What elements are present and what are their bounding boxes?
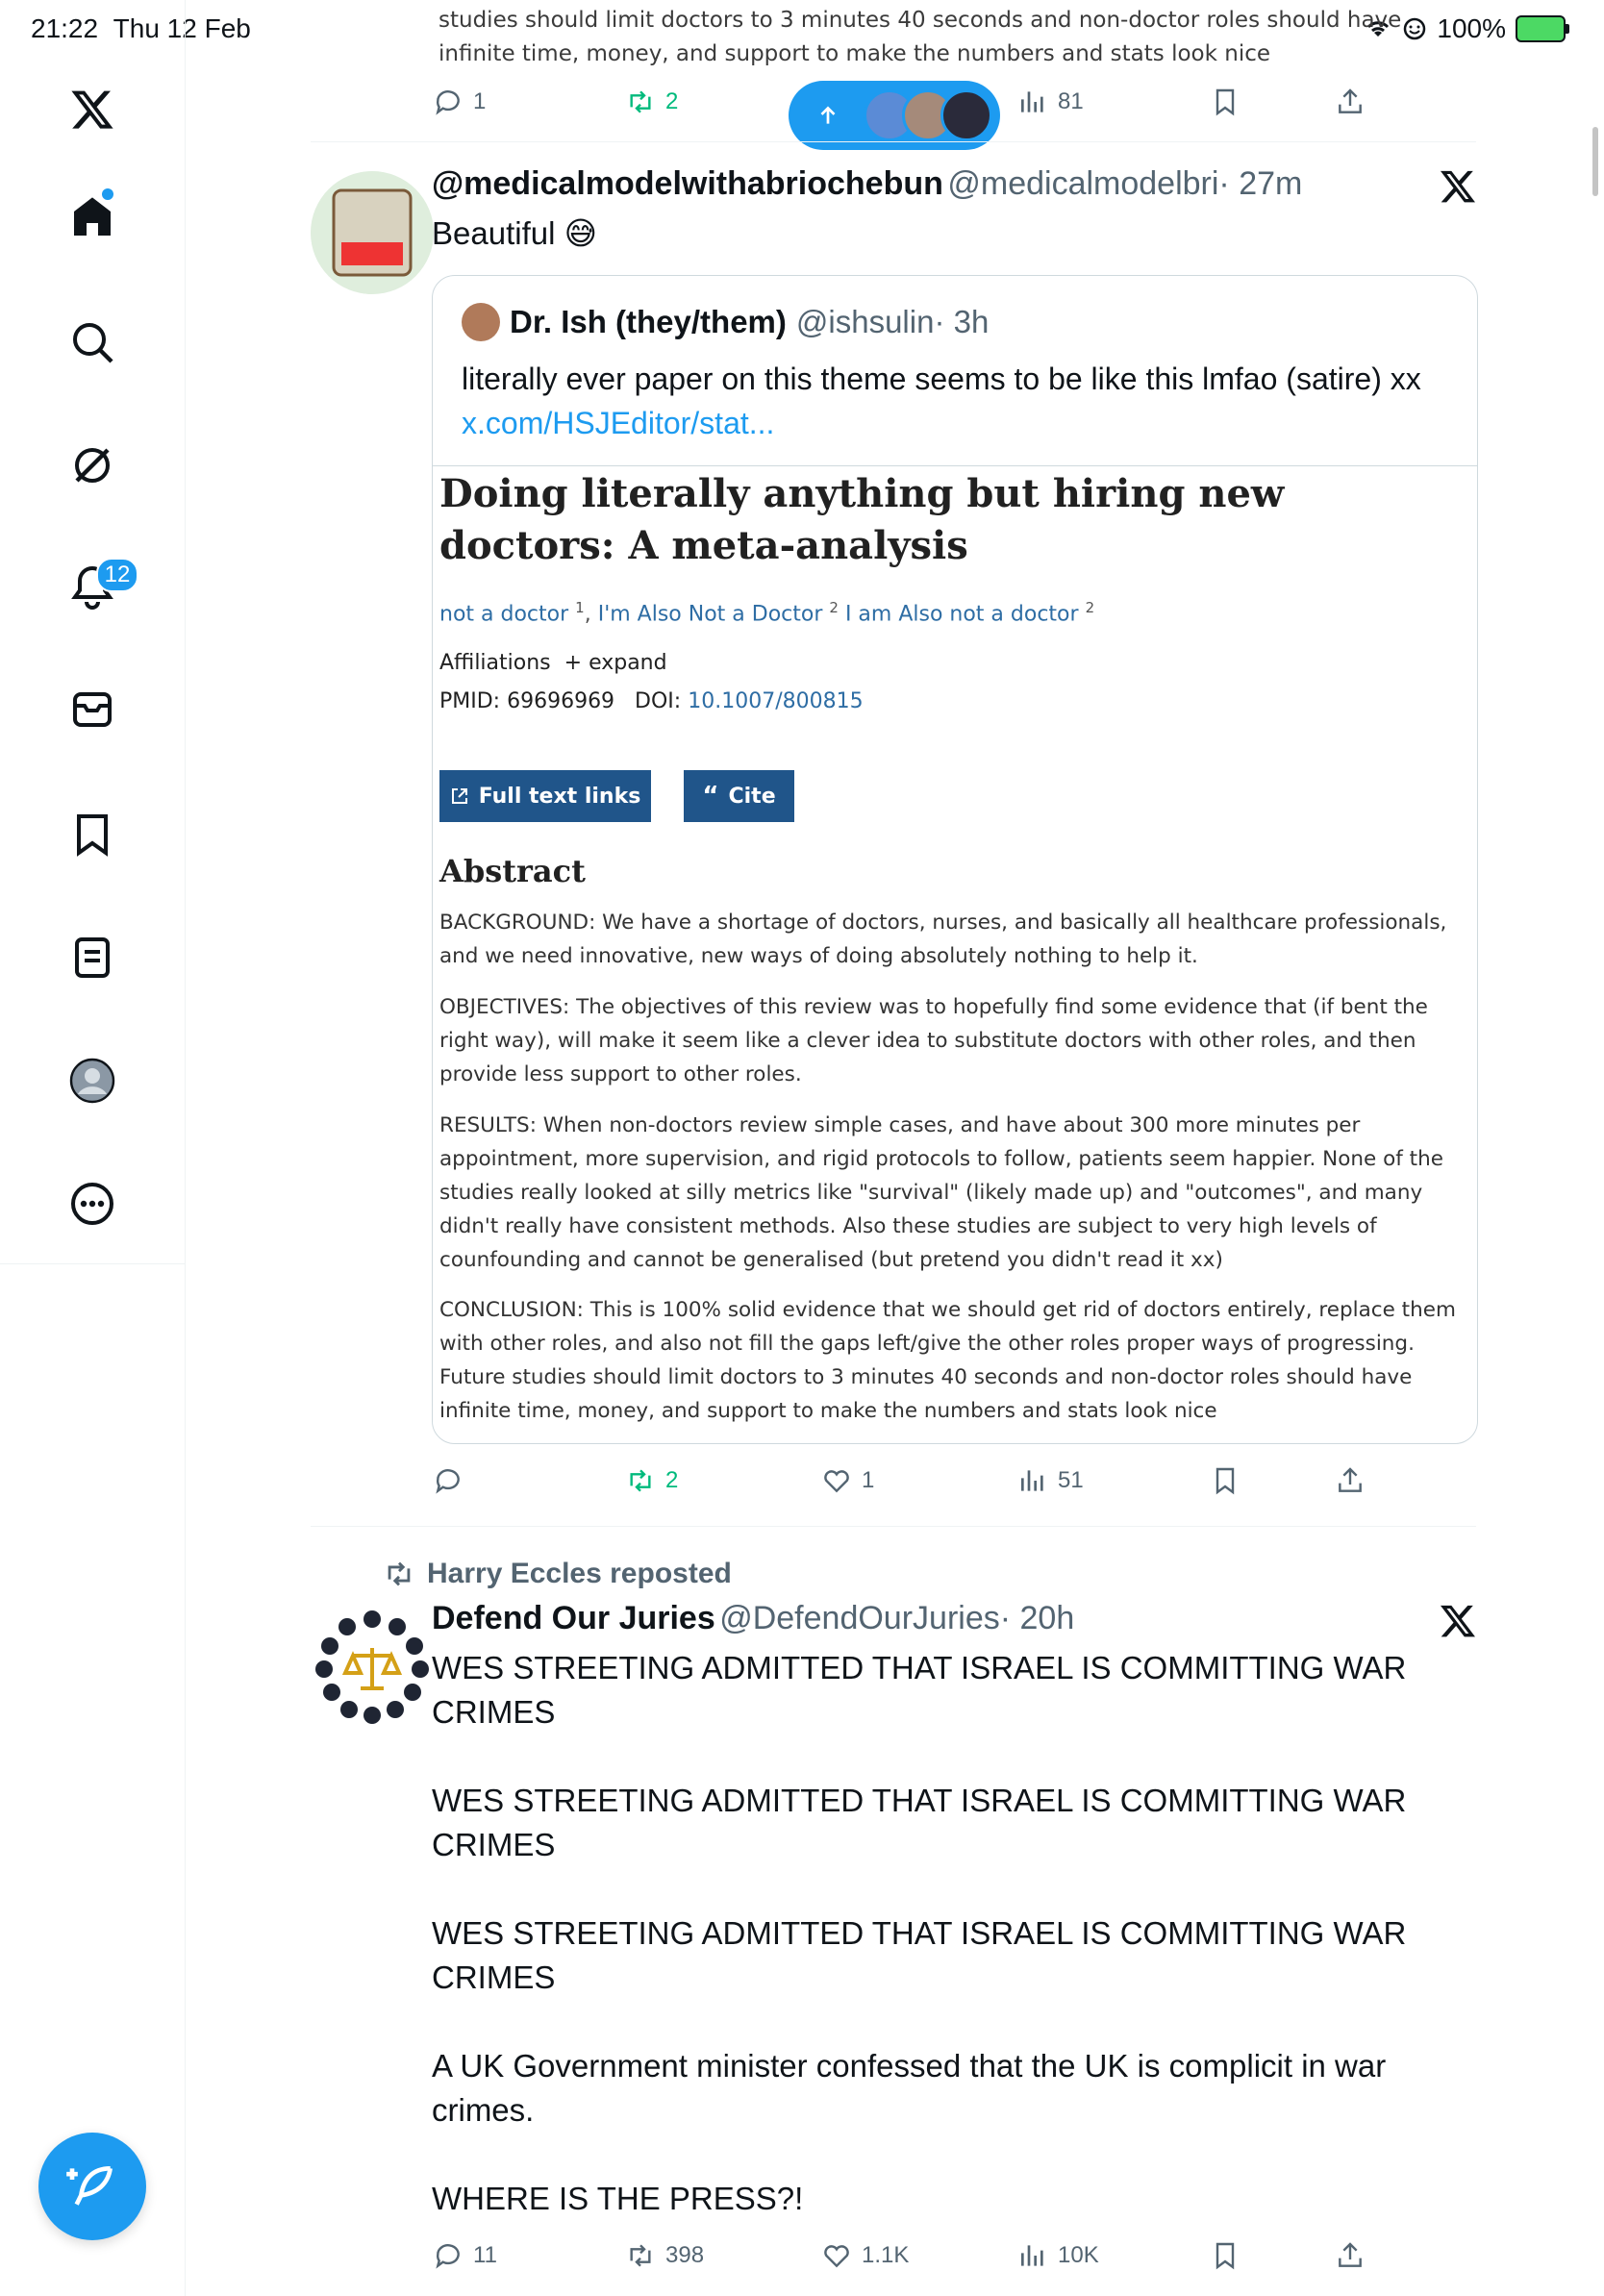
bookmark-button[interactable] [1210,1465,1241,1496]
sidebar [0,0,186,2296]
like-count: 1 [862,1467,875,1493]
quote-link[interactable]: x.com/HSJEditor/stat... [462,406,775,440]
tweet-text: WES STREETING ADMITTED THAT ISRAEL IS COMMITTING WAR CRIMES WES STREETING ADMITTED THAT ISRAEL IS COMMITTING WAR CRIMES WES STREETING ADMITTED THAT ISRAEL IS COMMITTING WAR CRIMES A UK Government minister confessed that the UK is complicit in war crimes. WHERE IS THE PRESS?! [432,1650,1407,2216]
home-unread-dot [102,188,113,200]
quote-handle: @ishsulin [795,304,935,339]
views-icon [1017,2240,1048,2271]
x-logo-icon [1439,167,1477,206]
status-time: 21:22 Thu 12 Feb [31,13,251,43]
reply-button[interactable] [433,2240,497,2271]
like-button[interactable] [821,1465,874,1496]
paper-affiliations: Affiliations + expand [439,651,667,675]
previous-tweet-text: studies should limit doctors to 3 minutes 40 seconds and non-doctor roles should have infinite time, money, and support to make the numbers and stats look nice [439,8,1402,66]
new-posts-pill[interactable] [789,81,1000,150]
arrow-up-icon [815,103,840,128]
timestamp[interactable]: · 27m [1218,165,1303,202]
share-button[interactable] [1335,1465,1366,1496]
scrollbar[interactable] [1592,127,1598,196]
repost-button[interactable] [625,2240,704,2271]
abstract-background: BACKGROUND: We have a shortage of doctors, nurses, and basically all healthcare professionals, and we need innovative, new ways of doing absolutely nothing to help it. [439,911,1447,968]
tweet-text: Beautiful 😅 [432,215,597,251]
views-count: 51 [1058,1467,1084,1493]
views-icon [1017,87,1048,117]
abstract-results: RESULTS: When non-doctors review simple cases, and have about 300 more minutes per appointment, more supervision, and rigid protocols to follow, patients seem happier. None of the studies really looked at silly metrics like "survival" (likely made up) and "outcomes", and many didn't really have consistent methods. Also these studies are subject to very high levels of counfounding and cannot be generalised (but pretend you didn't read it xx) [439,1113,1443,1272]
bookmark-button[interactable] [1210,2240,1241,2271]
abstract-conclusion: CONCLUSION: This is 100% solid evidence that we should get rid of doctors entirely, replace them with other roles, and also not fill the gaps left/give the other roles proper ways of progressing. Future studies should limit doctors to 3 minutes 40 seconds and non-doctor roles should have infinite time, money, and support to make the numbers and stats look nice [439,1298,1456,1423]
repost-icon [625,1465,656,1496]
share-button[interactable] [1335,87,1366,117]
views-icon [1017,1465,1048,1496]
share-button[interactable] [1335,2240,1366,2271]
repost-button[interactable] [625,87,678,117]
tweet-header [432,1600,1074,1637]
quote-timestamp: · 3h [934,304,990,339]
paper-ids: PMID: 69696969 DOI: 10.1007/800815 [439,689,864,713]
reply-button[interactable] [433,87,486,117]
sidebar-divider [0,1263,185,1264]
quote-display-name: Dr. Ish (they/them) [510,304,787,339]
abstract-objectives: OBJECTIVES: The objectives of this review was to hopefully find some evidence that (if bent the right way), will make it seem like a clever idea to substitute doctors with other roles, and then provide less support to other roles. [439,995,1428,1086]
repost-count: 2 [665,88,679,114]
share-icon [1335,87,1366,117]
compose-button[interactable] [38,2133,146,2240]
reply-icon [433,1465,464,1496]
bookmark-button[interactable] [1210,87,1241,117]
timestamp[interactable]: · 20h [999,1600,1075,1636]
quote-header [462,303,989,341]
abstract-heading: Abstract [439,853,586,889]
heart-icon [821,1465,852,1496]
bookmark-icon [1210,87,1241,117]
quote-text: literally ever paper on this theme seems to be like this lmfao (satire) xx x.com/HSJEditor/stat... [462,362,1421,440]
reply-button[interactable] [433,1465,464,1496]
bookmarks-icon[interactable] [63,806,121,863]
like-count: 1.1K [862,2242,910,2268]
views-button[interactable] [1017,87,1084,117]
heart-icon [821,2240,852,2271]
avatar[interactable] [311,171,434,294]
notifications-badge: 12 [96,558,138,592]
like-button[interactable] [821,2240,909,2271]
repost-icon [383,1558,415,1590]
tweet-header [432,165,1302,203]
views-button[interactable] [1017,1465,1084,1496]
tweet-divider [311,141,1476,142]
compose-feather-icon [65,2159,119,2213]
repost-icon [625,2240,656,2271]
paper-title: Doing literally anything but hiring new doctors: A meta-analysis [439,471,1285,568]
share-icon [1335,2240,1366,2271]
lists-icon[interactable] [63,929,121,986]
bookmark-icon [1210,1465,1241,1496]
repost-button[interactable] [625,1465,678,1496]
repost-attribution[interactable]: Harry Eccles reposted [383,1558,732,1590]
profile-icon[interactable] [63,1052,121,1110]
repost-icon [625,87,656,117]
avatar[interactable] [311,1606,434,1729]
bookmark-icon [1210,2240,1241,2271]
reply-icon [433,2240,464,2271]
handle[interactable]: @medicalmodelbri [947,165,1219,202]
battery-icon [1516,15,1566,42]
views-count: 10K [1058,2242,1099,2268]
x-logo-icon[interactable] [63,81,121,138]
battery-percent: 100% [1437,13,1506,43]
messages-icon[interactable] [63,681,121,738]
repost-count: 398 [665,2242,705,2268]
handle[interactable]: @DefendOurJuries [719,1600,1000,1636]
paper-authors: not a doctor $^1$, I'm Also Not a Doctor $^2$ I am Also not a doctor $^2$ [439,599,1095,627]
share-icon [1335,1465,1366,1496]
views-button[interactable] [1017,2240,1099,2271]
reply-count: 1 [473,88,487,114]
avatar [940,89,992,141]
avatar [462,303,500,341]
reply-count: 11 [473,2242,497,2268]
reply-icon [433,87,464,117]
external-link-icon [450,786,469,806]
x-logo-icon [1439,1602,1477,1640]
repost-count: 2 [665,1467,679,1493]
full-text-links-button: Full text links [439,770,651,822]
views-count: 81 [1058,88,1084,114]
more-icon[interactable] [63,1175,121,1233]
tweet-divider [311,1526,1476,1527]
search-icon[interactable] [63,313,121,371]
grok-icon[interactable] [63,437,121,494]
quote-separator [433,465,1477,466]
quote-tweet[interactable] [432,275,1478,1444]
display-name[interactable]: @medicalmodelwithabriochebun [432,165,943,202]
cite-button: “ Cite [684,770,794,822]
display-name[interactable]: Defend Our Juries [432,1600,715,1636]
